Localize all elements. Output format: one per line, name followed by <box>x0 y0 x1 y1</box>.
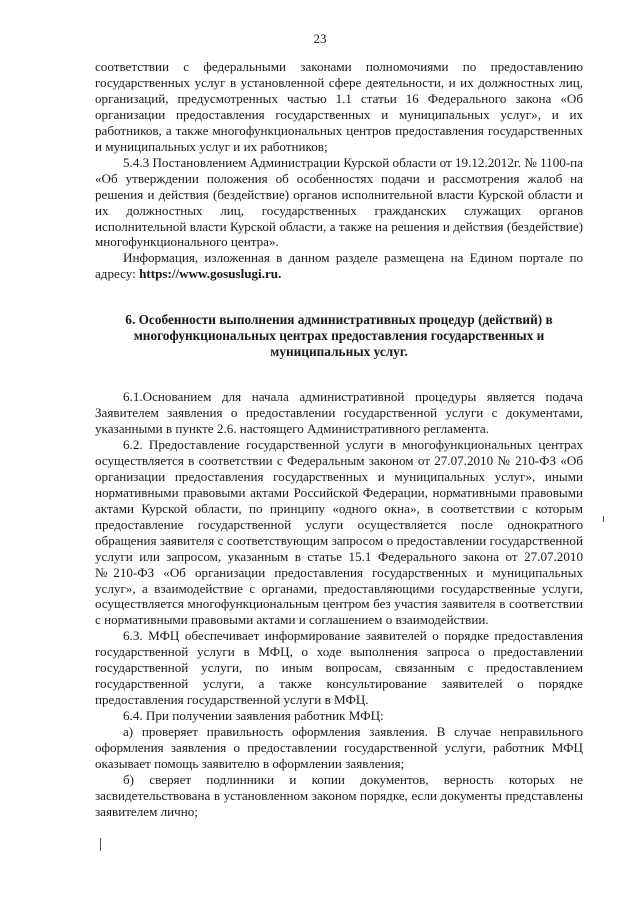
spacer <box>95 360 583 389</box>
paragraph-6-4: 6.4. При получении заявления работник МФЦ: <box>123 708 384 724</box>
scan-artifact <box>100 838 101 851</box>
portal-link-period: . <box>278 266 282 282</box>
paragraph-6-4-a: а) проверяет правильность оформления заявления. В случае неправильного оформления заявления о предоставлении государственной услуги, работник МФЦ оказывает помощь заявителю в оформлении заявления; <box>95 724 583 771</box>
spacer <box>95 282 583 312</box>
portal-info-text: Информация, изложенная в данном разделе размещена на Едином портале по адресу: <box>95 250 583 282</box>
paragraph-portal-info <box>95 250 583 282</box>
paragraph-6-3: 6.3. МФЦ обеспечивает информирование заявителей о порядке предоставления государственной услуги в МФЦ, о ходе выполнения запроса о предоставлении государственной услуги, по иным вопросам, связанным с предоставлением государственной услуги, а также консультирование заявителей о порядке предоставления государственной услуги в МФЦ. <box>95 628 583 708</box>
document-body <box>95 59 583 820</box>
paragraph-6-2: 6.2. Предоставление государственной услуги в многофункциональных центрах осуществляется в соответствии с Федеральным законом от 27.07.2010 № 210-ФЗ «Об организации предоставления государственных и муниципальных услуг», иными нормативными правовыми актами Российской Федерации, нормативными правовыми актами Курской области, по принципу «одного окна», в соответствии с которым предоставление государственной услуги осуществляется после однократного обращения заявителя с соответствующим запросом о предоставлении государственной услуги или запросом, указанным в статье 15.1 Федерального закона от 27.07.2010 №210-ФЗ «Об организации предоставления государственных и муниципальных услуг», а взаимодействие с органами, предоставляющими государственные услуги, осуществляется многофункциональным центром без участия заявителя в соответствии с нормативными правовыми актами и соглашением о взаимодействии. <box>95 436 583 628</box>
portal-link[interactable]: https://www.gosuslugi.ru <box>139 266 279 282</box>
paragraph-authorities: соответствии с федеральными законами полномочиями по предоставлению государственных услуг в установленной сфере деятельности, и их должностных лиц, организаций, предусмотренных частью 1.1 статьи 16 Федерального закона «Об организации предоставления государственных и муниципальных услуг», и их работников, а также многофункциональных центров предоставления государственных и муниципальных услуг и их работников; <box>95 59 583 154</box>
scan-artifact <box>603 516 604 522</box>
page-number: 23 <box>313 31 327 46</box>
paragraph-5-4-3: 5.4.3 Постановлением Администрации Курской области от 19.12.2012г. № 1100-па «Об утверждении положения об особенностях подачи и рассмотрения жалоб на решения и действия (бездействие) органов исполнительной власти Курской области и их должностных лиц, государственных гражданских служащих органов исполнительной власти Курской области, а также на решения и действия (бездействие) многофункционального центра». <box>95 154 583 250</box>
section-6-heading: 6. Особенности выполнения административных процедур (действий) в многофункциональных центрах предоставления государственных и муниципальных услуг. <box>125 312 553 360</box>
paragraph-6-1: 6.1.Основанием для начала административной процедуры является подача Заявителем заявления о предоставлении государственной услуги с документами, указанными в пункте 2.6. настоящего Административного регламента. <box>95 389 583 436</box>
paragraph-6-4-b: б) сверяет подлинники и копии документов, верность которых не засвидетельствована в установленном законом порядке, если документы представлены заявителем лично; <box>95 771 583 819</box>
